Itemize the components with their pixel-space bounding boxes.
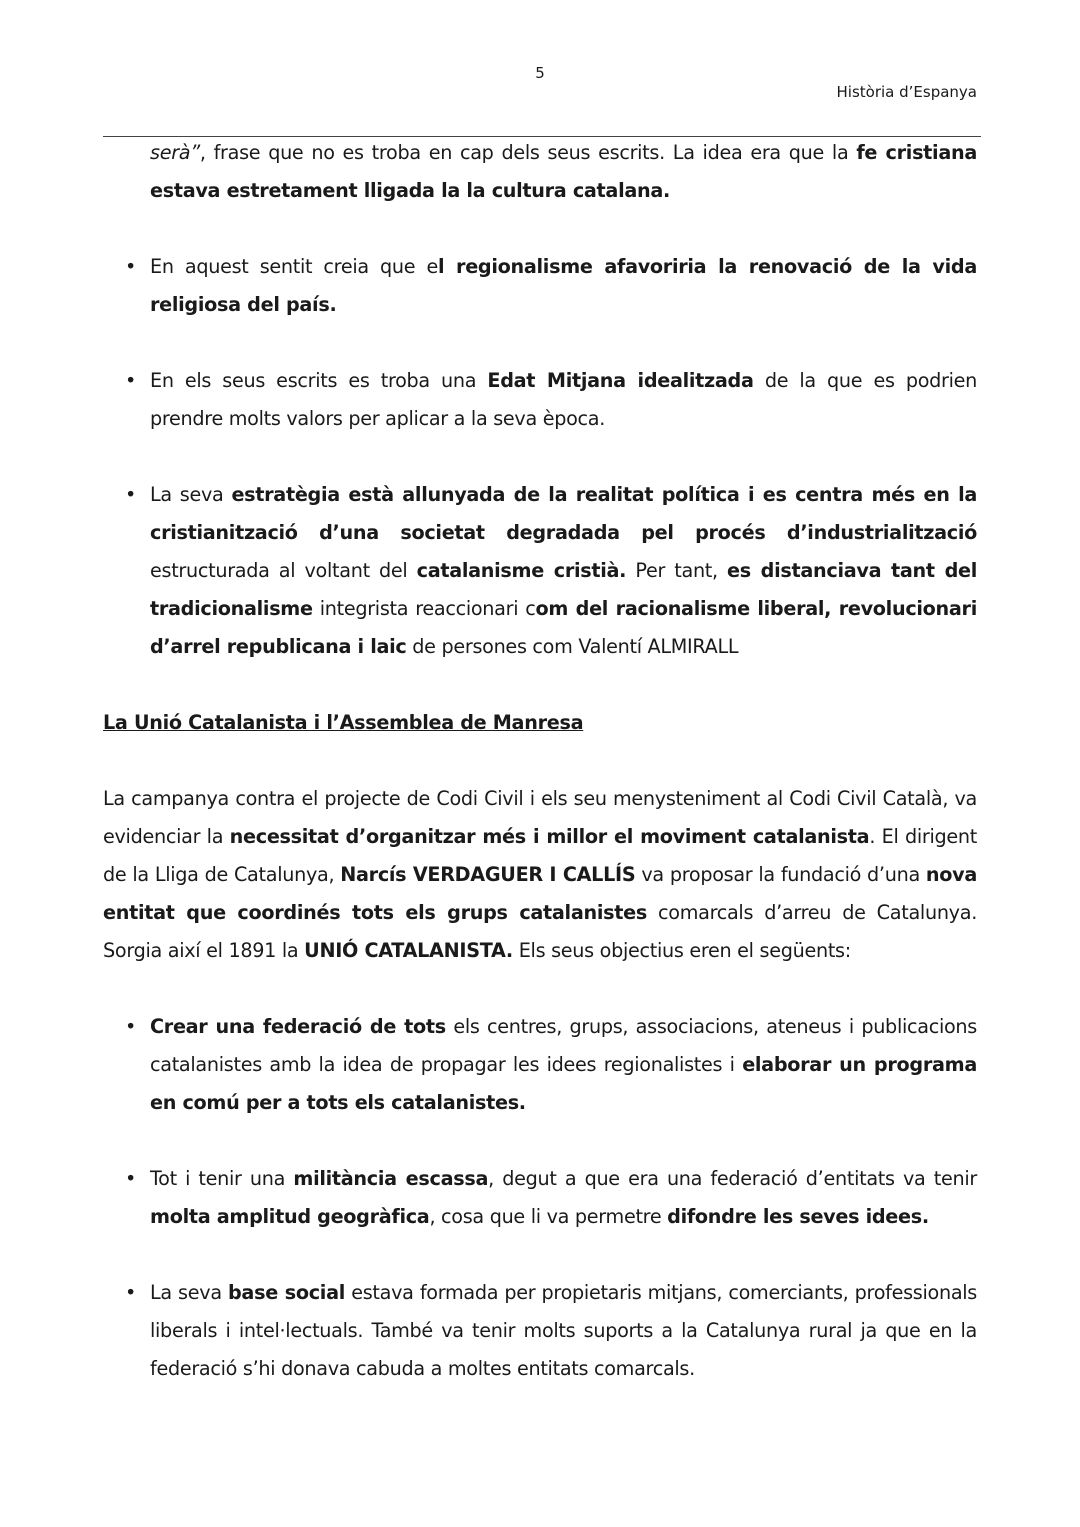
text-segment: Edat Mitjana idealitzada xyxy=(487,369,754,392)
text-segment: militància escassa xyxy=(293,1167,489,1190)
text-segment: es distanciava tant del tradicionalisme xyxy=(150,559,977,620)
text-segment: La seva xyxy=(150,1281,228,1304)
text-segment: nova entitat que coordinés tots els grups catalanistes xyxy=(103,863,977,924)
text-segment: Tot i tenir una xyxy=(150,1167,294,1190)
text-segment: integrista reaccionari c xyxy=(312,597,536,620)
text-segment: fe cristiana estava estretament lligada la la cultura catalana. xyxy=(150,141,977,202)
text-segment: de persones com Valentí ALMIRALL xyxy=(406,635,739,658)
text-segment: La seva xyxy=(150,483,232,506)
text-segment: . El dirigent de la Lliga de Catalunya, xyxy=(103,825,977,886)
text-segment: , cosa que li va permetre xyxy=(429,1205,668,1228)
text-segment: catalanisme cristià. xyxy=(416,559,627,582)
text-segment: , frase que no es troba en cap dels seus escrits. La idea era que la xyxy=(199,141,857,164)
bullet-item xyxy=(103,1160,977,1236)
text-segment: La Unió Catalanista i l’Assemblea de Manresa xyxy=(103,711,584,734)
text-segment: difondre les seves idees. xyxy=(667,1205,929,1228)
text-segment: base social xyxy=(228,1281,345,1304)
text-segment: En aquest sentit creia que e xyxy=(150,255,438,278)
document-body xyxy=(103,134,977,1426)
text-segment: elaborar un programa en comú per a tots els catalanistes. xyxy=(150,1053,977,1114)
running-header-title: Història d’Espanya xyxy=(836,83,977,101)
text-segment: comarcals d’arreu de Catalunya. Sorgia així el 1891 la xyxy=(103,901,977,962)
text-segment: , degut a que era una federació d’entitats va tenir xyxy=(488,1167,977,1190)
text-segment: l regionalisme afavoriria la renovació de la vida religiosa del país. xyxy=(150,255,977,316)
text-segment: serà” xyxy=(150,141,200,164)
text-segment: de la que es podrien prendre molts valors per aplicar a la seva època. xyxy=(150,369,978,430)
text-segment: Crear una federació de tots xyxy=(150,1015,446,1038)
text-segment: estava formada per propietaris mitjans, comerciants, professionals liberals i intel·lectuals. També va tenir molts suports a la Catalunya rural ja que en la federació s’hi donava cabuda a moltes entitats comarcals. xyxy=(150,1281,978,1380)
text-segment: Els seus objectius eren el següents: xyxy=(512,939,851,962)
text-segment: UNIÓ CATALANISTA. xyxy=(304,939,513,962)
page-number: 5 xyxy=(535,64,545,82)
text-segment: En els seus escrits es troba una xyxy=(150,369,488,392)
text-segment: va proposar la fundació d’una xyxy=(635,863,926,886)
paragraph xyxy=(103,780,977,970)
text-segment: estratègia està allunyada de la realitat política i es centra més en la cristianització d’una societat degradada pel procés d’industrialització xyxy=(150,483,977,544)
bullet-item xyxy=(103,476,977,666)
bullet-item xyxy=(103,248,977,324)
section-heading xyxy=(103,704,977,742)
text-segment: estructurada al voltant del xyxy=(150,559,417,582)
text-segment: els centres, grups, associacions, ateneus i publicacions catalanistes amb la idea de propagar les idees regionalistes i xyxy=(150,1015,977,1076)
text-segment: Per tant, xyxy=(626,559,728,582)
text-segment: Narcís VERDAGUER I CALLÍS xyxy=(340,863,636,886)
paragraph xyxy=(103,134,977,210)
text-segment: om del racionalisme liberal, revolucionari d’arrel republicana i laic xyxy=(150,597,977,658)
text-segment: molta amplitud geogràfica xyxy=(150,1205,430,1228)
bullet-item xyxy=(103,1274,977,1388)
bullet-item xyxy=(103,362,977,438)
bullet-item xyxy=(103,1008,977,1122)
text-segment: necessitat d’organitzar més i millor el moviment catalanista xyxy=(229,825,870,848)
text-segment: La campanya contra el projecte de Codi Civil i els seu menysteniment al Codi Civil Català, va evidenciar la xyxy=(103,787,977,848)
